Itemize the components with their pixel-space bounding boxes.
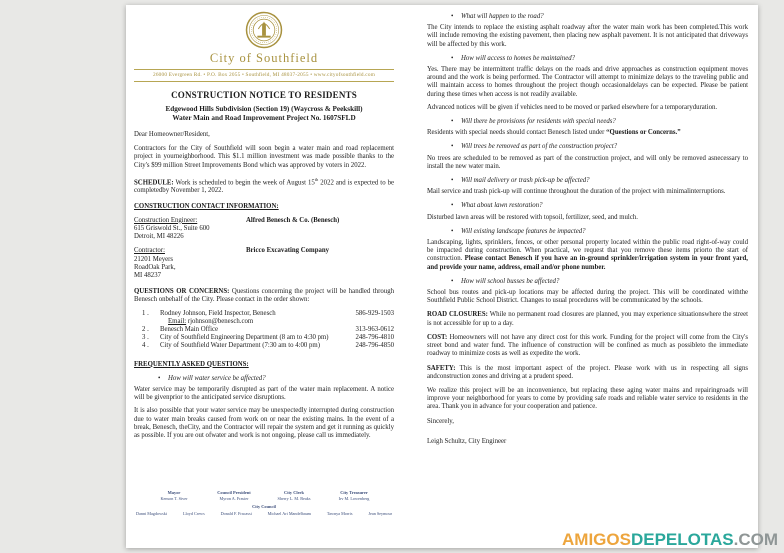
contact-list-item [134, 334, 394, 342]
contact-name: Rodney Johnson, Field Inspector, Benesch [160, 309, 276, 317]
bullet-icon: • [451, 118, 454, 126]
contractor-address-2: RoadOak Park, [134, 263, 176, 271]
contact-number: 1 . [142, 309, 149, 317]
official [144, 490, 204, 501]
engineer-label-text: Construction Engineer: [134, 216, 198, 224]
city-seal-icon [245, 11, 283, 49]
faq-question [427, 278, 748, 286]
contact-number: 4 . [142, 342, 149, 350]
answer-bold-text: “Questions or Concerns.” [606, 129, 681, 137]
council-label: City Council [252, 503, 276, 509]
contact-phone: 248-796-4850 [355, 342, 394, 350]
engineer-address-2: Detroit, MI 48226 [134, 233, 184, 241]
contractor-address-3: MI 48237 [134, 271, 161, 279]
subtitle-line-1: Edgewood Hills Subdivision (Section 19) (Waycross & Peekskill) [165, 105, 363, 113]
questions-label: QUESTIONS OR CONCERNS: [134, 288, 230, 296]
faq-answer: The City intends to replace the existing asphalt roadway after the water main work has been completed.This work will include removing the existing pavement, then placing new asphalt pavement. It is not anticipated that driveways will be affected by this work. [427, 24, 748, 48]
faq-answer: School bus routes and pick-up locations may be affected during the project. This will be coordinated withthe Southfield Public School District. Changes to usual procedures will be communicated by the schools. [427, 289, 748, 305]
faq-answer: Advanced notices will be given if vehicles need to be moved or parked elsewhere for a temporaryduration. [427, 103, 718, 111]
contact-name: City of Southfield Engineering Department (8 am to 4:30 pm) [160, 334, 329, 342]
contact-name: Benesch Main Office [160, 325, 219, 333]
contact-number: 3 . [142, 334, 149, 342]
bullet-icon: • [451, 227, 454, 235]
sincerely-line: Sincerely, [427, 417, 454, 425]
faq-question-text: Will mail delivery or trash pick-up be affected? [461, 177, 590, 185]
faq-question-text: How will school busses be affected? [461, 277, 560, 285]
engineer-address-1: 615 Griswold St., Suite 600 [134, 224, 210, 232]
contact-list-item [134, 310, 394, 318]
council-member: Tawnya Morris [326, 511, 353, 517]
official-name: Myron A. Frasier [219, 495, 249, 501]
engineer-name [246, 217, 394, 225]
road-closures-label: ROAD CLOSURES: [427, 311, 488, 319]
council-member: Jean Seymour [368, 511, 392, 517]
faq-answer: No trees are scheduled to be removed as part of the construction project, and will only be removed asnecessary to install the new water main. [427, 154, 748, 170]
safety-text: This is the most important aspect of the project. Please work with us in respecting all signs andconstruction zones and driving at a prudent speed. [427, 364, 748, 380]
engineer-name-text: Alfred Benesch & Co. (Benesch) [246, 216, 340, 224]
bullet-icon: • [158, 374, 161, 382]
faq-question-text: Will trees be removed as part of the construction project? [461, 143, 618, 151]
faq-question-text: What about lawn restoration? [461, 202, 543, 210]
faq-question-text: How will water service be affected? [168, 374, 266, 382]
official [204, 490, 264, 501]
faq-question-text: What will happen to the road? [461, 13, 544, 20]
faq-question-text: Will there be provisions for residents with special needs? [461, 118, 616, 126]
contractor-label [134, 247, 246, 255]
subtitle-line-2: Water Main and Road Improvement Project No. 1607SFLD [172, 114, 356, 122]
contact-info-header-text: CONSTRUCTION CONTACT INFORMATION: [134, 203, 279, 211]
bullet-icon: • [451, 54, 454, 62]
contact-email-line [168, 318, 394, 326]
council-member: Danni Magdowski [136, 511, 168, 517]
answer-text: Landscaping, lights, sprinklers, fences, or other personal property located within the public road right-of-way could be impacted during construction. When practical, we request that you remove these items priorto the start of construction. [427, 239, 748, 263]
header-divider-2 [134, 81, 394, 82]
faq-answer [427, 129, 748, 137]
safety-label: SAFETY: [427, 364, 456, 372]
faq-header [134, 361, 394, 369]
contact-phone: 586-929-1503 [355, 309, 394, 317]
faq-question [427, 55, 748, 63]
engineer-row [134, 217, 394, 225]
watermark-part-1: AMIGOS [562, 530, 631, 549]
road-closures-paragraph [427, 311, 748, 327]
safety-paragraph [427, 365, 748, 381]
page-title: CONSTRUCTION NOTICE TO RESIDENTS [171, 90, 357, 100]
intro-paragraph: Contractors for the City of Southfield will soon begin a water main and road replacement project in yourneighborhood. This $1.1 million investment was made possible thanks to the City's $99 million Street Improvements Bond which was approved by voters in 2022. [134, 145, 394, 169]
page-left [134, 9, 394, 516]
faq-answer: It is also possible that your water service may be unexpectedly interrupted during construction due to water main breaks caused from work on or near the existing mains. In the event of a break, Benesch, theCity, and the Contractor will repair the system and get it running as quickly as possible. If you are out ofwater and work is not ongoing, please call us immediately. [134, 407, 394, 439]
cost-paragraph [427, 334, 748, 359]
faq-answer [427, 239, 748, 272]
council-member: Donald F. Fracassi [220, 511, 252, 517]
page-right [427, 13, 748, 451]
contractor-label-text: Contractor: [134, 247, 165, 255]
schedule-text-pre: Work is scheduled to begin the week of August 15 [173, 179, 315, 187]
questions-text: Questions concerning the project will be handled through Benesch onbehalf of the City. Please contact in the order shown: [134, 288, 394, 304]
road-closures-text: While no permanent road closures are planned, you may experience situationswhere the street is not accessible for up to a day. [427, 311, 748, 327]
watermark-part-2: DEPELOTAS [630, 530, 734, 549]
faq-answer: Mail service and trash pick-up will continue throughout the duration of the project with minimalinterruptions. [427, 188, 726, 196]
questions-paragraph [134, 288, 394, 304]
closing-paragraph: We realize this project will be an inconvenience, but replacing these aging water mains and repairingroads will improve your neighborhood for years to come by providing safe roads and reliable water service to residents in the area. Thank you in advance for your cooperation and patience. [427, 386, 748, 411]
official [264, 490, 324, 501]
faq-question [427, 143, 748, 151]
faq-question [427, 202, 748, 210]
official-title: Mayor [167, 490, 181, 496]
faq-question-text: How will access to homes be maintained? [461, 54, 576, 62]
contact-list-item [134, 342, 394, 350]
watermark-part-3: .COM [733, 530, 778, 549]
city-address-line: 26000 Evergreen Rd. • P.O. Box 2055 • Southfield, MI 48037-2055 • www.cityofsouthfield.com [152, 72, 376, 78]
official-name: Irv M. Lowenberg [338, 495, 370, 501]
letter-sheet [126, 5, 758, 548]
contractor-name-text: Bricco Excavating Company [246, 247, 330, 255]
schedule-superscript: th [314, 176, 319, 182]
council-member: Michael Ari Mandelbaum [267, 511, 311, 517]
official-title: City Treasurer [340, 490, 368, 496]
faq-question [427, 118, 748, 126]
schedule-label: SCHEDULE: [134, 179, 174, 187]
bullet-icon: • [451, 143, 454, 151]
schedule-paragraph [134, 176, 394, 196]
cost-label: COST: [427, 333, 448, 341]
contact-name: City of Southfield Water Department (7:30 am to 4:00 pm) [160, 342, 320, 350]
contact-number: 2 . [142, 325, 149, 333]
email-label: Email: [168, 317, 187, 325]
contractor-row [134, 247, 394, 255]
official-title: Council President [217, 490, 251, 496]
faq-question [427, 228, 748, 236]
bullet-icon: • [451, 13, 454, 20]
contact-info-header [134, 203, 394, 211]
faq-question [427, 13, 748, 21]
cost-text: Homeowners will not have any direct cost for this work. Funding for the project will come from the City's street bond and water fund. The influence of construction will be confined as much as possibleto the immediate roadway to minimize costs as well as expedite the work. [427, 333, 748, 358]
engineer-label [134, 217, 246, 225]
email-address: rjohnson@benesch.com [186, 317, 254, 325]
faq-question [134, 375, 394, 383]
contractor-name [246, 247, 394, 255]
officials-row [134, 490, 394, 501]
bullet-icon: • [451, 202, 454, 210]
salutation: Dear Homeowner/Resident, [134, 131, 210, 138]
faq-answer: Water service may be temporarily disrupted as part of the water main replacement. A notice will be givenprior to the anticipated service disruptions. [134, 385, 394, 402]
answer-bold-text: Please contact Benesch if you have an in-ground sprinkler/irrigation system in your front yard, and provide your name, address, email and/or phone number. [427, 255, 748, 271]
schedule-text-post: 2022 and is expected to be completedby November 1, 2022. [134, 179, 394, 195]
signature-line: Leigh Schultz, City Engineer [427, 437, 507, 445]
watermark [562, 530, 778, 550]
council-members-row [134, 511, 394, 516]
official-title: City Clerk [284, 490, 304, 496]
contact-list-item [134, 326, 394, 334]
faq-question-text: Will existing landscape features be impacted? [461, 227, 586, 235]
faq-question [427, 177, 748, 185]
contractor-address-1: 21201 Meyers [134, 255, 174, 263]
city-name: City of Southfield [209, 51, 319, 65]
official [324, 490, 384, 501]
official-name: Sherry L. M. Beaks [277, 495, 311, 501]
faq-answer: Disturbed lawn areas will be restored with topsoil, fertilizer, seed, and mulch. [427, 213, 638, 221]
bullet-icon: • [451, 177, 454, 185]
bullet-icon: • [451, 277, 454, 285]
answer-text: Residents with special needs should contact Benesch listed under [427, 129, 607, 137]
official-name: Kenson T. Siver [160, 495, 188, 501]
officials-footer [134, 490, 394, 516]
contact-phone: 248-796-4810 [355, 334, 394, 342]
faq-answer: Yes. There may be intermittent traffic delays on the roads and drive approaches as construction equipment moves around and the work is being performed. The Contractor will attempt to minimize delays to the traveling public and will maintain access to homes throughout the project though occasionaldelays can be expected. Please be patient during these times when access is not readily available. [427, 66, 748, 98]
header-divider [134, 69, 394, 70]
contact-phone: 313-963-0612 [355, 325, 394, 333]
council-member: Lloyd Crews [182, 511, 205, 517]
faq-header-text: FREQUENTLY ASKED QUESTIONS: [134, 360, 249, 368]
